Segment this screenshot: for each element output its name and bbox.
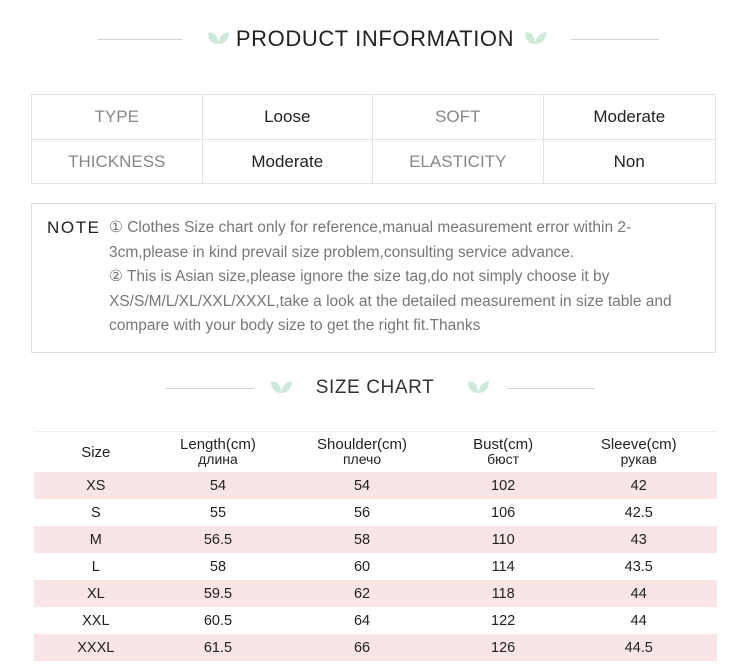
header-sublabel: бюст <box>487 451 520 467</box>
cell-bust: 102 <box>491 477 516 494</box>
cell-length: 55 <box>209 504 227 521</box>
info-value: Moderate <box>203 140 374 183</box>
cell-bust: 106 <box>491 504 516 521</box>
note-text <box>109 216 709 339</box>
cell-bust: 110 <box>491 531 515 548</box>
cell-length: 59.5 <box>203 585 233 602</box>
info-value: Loose <box>203 95 374 139</box>
cell-shoulder: 54 <box>353 477 371 494</box>
section-title: PRODUCT INFORMATION <box>235 26 515 51</box>
cell-bust: 122 <box>491 612 516 629</box>
table-row <box>34 526 717 553</box>
cell-bust: 118 <box>491 585 515 602</box>
cell-sleeve: 43.5 <box>624 558 653 575</box>
divider-line-right <box>571 39 659 40</box>
header-sublabel: рукав <box>620 451 657 467</box>
size-table-header <box>34 432 717 472</box>
header-sleeve <box>560 437 717 467</box>
header-label: Shoulder(cm) <box>317 436 408 453</box>
size-chart-header <box>0 368 750 408</box>
cell-shoulder: 60 <box>353 558 371 575</box>
table-row <box>34 607 717 634</box>
cell-sleeve: 42 <box>630 477 647 494</box>
cell-length: 60.5 <box>203 612 233 629</box>
cell-shoulder: 56 <box>353 504 371 521</box>
table-row <box>34 634 717 661</box>
cell-length: 58 <box>209 558 227 575</box>
cell-size: S <box>90 504 101 521</box>
cell-length: 61.5 <box>203 639 233 656</box>
cell-bust: 114 <box>491 558 515 575</box>
cell-shoulder: 64 <box>353 612 371 629</box>
table-row <box>34 472 717 499</box>
leaf-icon <box>522 29 548 49</box>
cell-sleeve: 44 <box>630 585 647 602</box>
cell-size: XL <box>86 585 105 602</box>
leaf-icon <box>465 378 491 398</box>
cell-shoulder: 66 <box>353 639 371 656</box>
cell-size: L <box>91 558 100 575</box>
header-sublabel: плечо <box>342 451 382 467</box>
info-key: ELASTICITY <box>373 140 544 183</box>
table-row <box>34 580 717 607</box>
header-sublabel: длина <box>198 451 238 467</box>
table-row <box>34 553 717 580</box>
size-chart-table <box>34 431 717 661</box>
divider-line-right <box>507 388 595 389</box>
note-line: ① Clothes Size chart only for reference,manual measurement error within 2-3cm,please in kind prevail size problem,consulting service advance. <box>109 219 632 261</box>
note-box <box>31 203 716 353</box>
cell-sleeve: 42.5 <box>624 504 653 521</box>
info-row <box>32 95 715 139</box>
note-line: ② This is Asian size,please ignore the size tag,do not simply choose it by XS/S/M/L/XL/XXL/XXXL,take a look at the detailed measurement in size table and compare with your body size to get the right fit.Thanks <box>109 268 672 334</box>
header-length <box>158 437 279 467</box>
table-row <box>34 499 717 526</box>
cell-shoulder: 62 <box>353 585 371 602</box>
header-size <box>34 445 158 460</box>
info-value: Non <box>613 151 645 171</box>
header-label: Sleeve(cm) <box>600 436 677 453</box>
header-bust <box>446 437 561 467</box>
info-key: TYPE <box>32 95 203 139</box>
cell-length: 54 <box>209 477 227 494</box>
header-label: Bust(cm) <box>473 436 534 453</box>
info-row <box>32 139 715 183</box>
cell-size: XXXL <box>77 639 115 656</box>
cell-size: M <box>89 531 102 548</box>
cell-sleeve: 44.5 <box>624 639 653 656</box>
cell-length: 56.5 <box>203 531 233 548</box>
info-value: Moderate <box>593 107 666 126</box>
cell-sleeve: 44 <box>630 612 647 629</box>
product-info-table <box>31 94 716 184</box>
header-shoulder <box>278 437 446 467</box>
cell-sleeve: 43 <box>630 531 647 548</box>
cell-size: XS <box>86 477 106 494</box>
cell-bust: 126 <box>491 639 516 656</box>
product-information-header <box>0 19 750 59</box>
cell-shoulder: 58 <box>353 531 371 548</box>
note-label: NOTE <box>47 218 101 237</box>
cell-size: XXL <box>82 612 110 629</box>
header-label: Length(cm) <box>180 436 256 453</box>
info-key: THICKNESS <box>32 140 203 183</box>
info-key: SOFT <box>373 95 544 139</box>
section-title: SIZE CHART <box>315 377 435 398</box>
header-label: Size <box>81 443 111 461</box>
